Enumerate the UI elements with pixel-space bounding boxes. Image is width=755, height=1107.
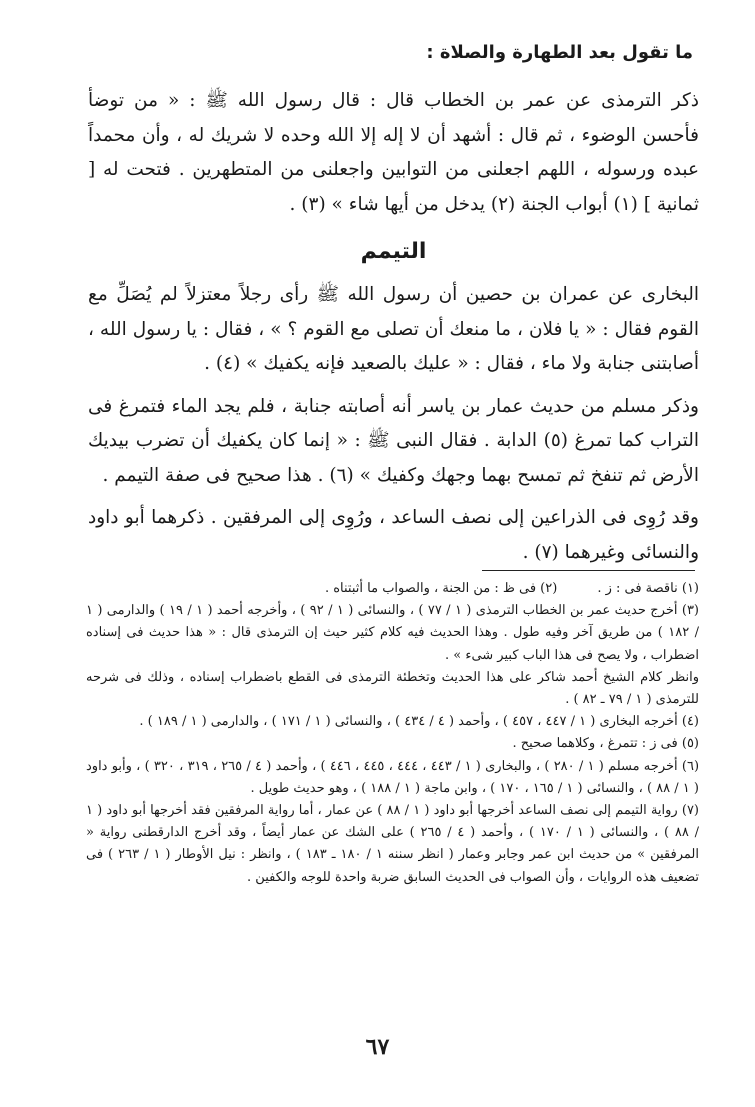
page-number: ٦٧ bbox=[365, 1034, 390, 1060]
paragraph-wudu-dua: ذكر الترمذى عن عمر بن الخطاب قال : قال رسول الله ﷺ : « من توضأ فأحسن الوضوء ، ثم قال : أشهد أن لا إله إلا الله وحده لا شريك له ، وأن محمداً عبده ورسوله ، اللهم اجعلنى من التوابين واجعلنى من المتطهرين . فتحت له [ ثمانية ] (١) أبواب الجنة (٢) يدخل من أيها شاء » (٣) . bbox=[88, 90, 699, 215]
footnote-6: (٦) أخرجه مسلم ( ١ / ٢٨٠ ) ، والبخارى ( ١ / ٤٤٣ ، ٤٤٤ ، ٤٤٥ ، ٤٤٦ ) ، وأحمد ( ٤ / ٢٦٥ ، ٣١٩ ، ٣٢٠ ) ، وأبو داود ( ١ / ٨٨ ) ، والنسائى ( ١ / ١٦٥ ، ١٧٠ ) ، وابن ماجة ( ١ / ١٨٨ ) ، وهو حديث طويل . bbox=[86, 758, 700, 796]
footnote-7: (٧) رواية التيمم إلى نصف الساعد أخرجها أبو داود ( ١ / ٨٨ ) عن عمار ، أما رواية المرفقين فقد أخرجها أبو داود ( ١ / ٨٨ ) ، والنسائى ( ١ / ١٧٠ ) ، وأحمد ( ٤ / ٢٦٥ ) على الشك عن عمار أيضاً ، وقد أخرج الدارقطنى رواية « المرفقين » من حديث ابن عمر وجابر وعمار ( انظر سننه ١ / ١٨٠ ـ ١٨٣ ) ، وانظر : نيل الأوطار ( ١ / ٢٦٣ ) فى تضعيف هذه الروايات ، وأن الصواب فى الحديث السابق ضربة واحدة للوجه والكفين . bbox=[86, 803, 699, 885]
main-text bbox=[88, 84, 699, 570]
running-header: ما تقول بعد الطهارة والصلاة : bbox=[426, 42, 693, 63]
footnote-3: (٣) أخرج حديث عمر بن الخطاب الترمذى ( ١ / ٧٧ ) ، والنسائى ( ١ / ٩٢ ) ، وأخرجه أحمد ( ١ / ١٩ ) والدارمى ( ١ / ١٨٢ ) من طريق آخر وفيه طول . وهذا الحديث فيه كلام كثير حيث إن الترمذى قال : « هذا حديث فى إسناده اضطراب ، ولا يصح فى هذا الباب كبير شىء » . bbox=[86, 603, 699, 663]
footnote-3-continued: وانظر كلام الشيخ أحمد شاكر على هذا الحديث وتخطئة الترمذى فى القطع باضطراب إسناده ، وذلك فى شرحه للترمذى ( ١ / ٧٩ ـ ٨٢ ) . bbox=[86, 669, 699, 708]
footnote-row-1-2 bbox=[86, 578, 699, 600]
paragraph-muslim: وذكر مسلم من حديث عمار بن ياسر أنه أصابته جنابة ، فلم يجد الماء فتمرغ فى التراب كما تمرغ (٥) الدابة . فقال النبى ﷺ : « إنما كان يكفيك أن تضرب بيديك الأرض ثم تنفخ ثم تمسح بهما وجهك وكفيك » (٦) . هذا صحيح فى صفة التيمم . bbox=[88, 395, 699, 486]
section-title-tayammum: التيمم bbox=[360, 239, 427, 264]
footnotes bbox=[86, 578, 699, 889]
footnote-5: (٥) فى ز : تتمرغ ، وكلاهما صحيح . bbox=[512, 736, 699, 752]
paragraph-bukhari: البخارى عن عمران بن حصين أن رسول الله ﷺ رأى رجلاً معتزلاً لم يُصَلِّ مع القوم فقال : « يا فلان ، ما منعك أن تصلى مع القوم ؟ » ، فقال : يا رسول الله ، أصابتنى جنابة ولا ماء ، فقال : « عليك بالصعيد فإنه يكفيك » (٤) . bbox=[88, 284, 699, 374]
footnote-1: (١) ناقصة فى : ز . bbox=[597, 581, 699, 596]
paragraph-forearms: وقد رُوِى فى الذراعين إلى نصف الساعد ، ورُوِى إلى المرفقين . ذكرهما أبو داود والنسائى وغيرهما (٧) . bbox=[88, 507, 699, 563]
footnote-2: (٢) فى ظ : من الجنة ، والصواب ما أثبتناه . bbox=[324, 581, 558, 596]
footnote-4: (٤) أخرجه البخارى ( ١ / ٤٤٧ ، ٤٥٧ ) ، وأحمد ( ٤ / ٤٣٤ ) ، والنسائى ( ١ / ١٧١ ) ، والدارمى ( ١ / ١٨٩ ) . bbox=[139, 714, 699, 730]
footnote-separator bbox=[482, 570, 695, 571]
